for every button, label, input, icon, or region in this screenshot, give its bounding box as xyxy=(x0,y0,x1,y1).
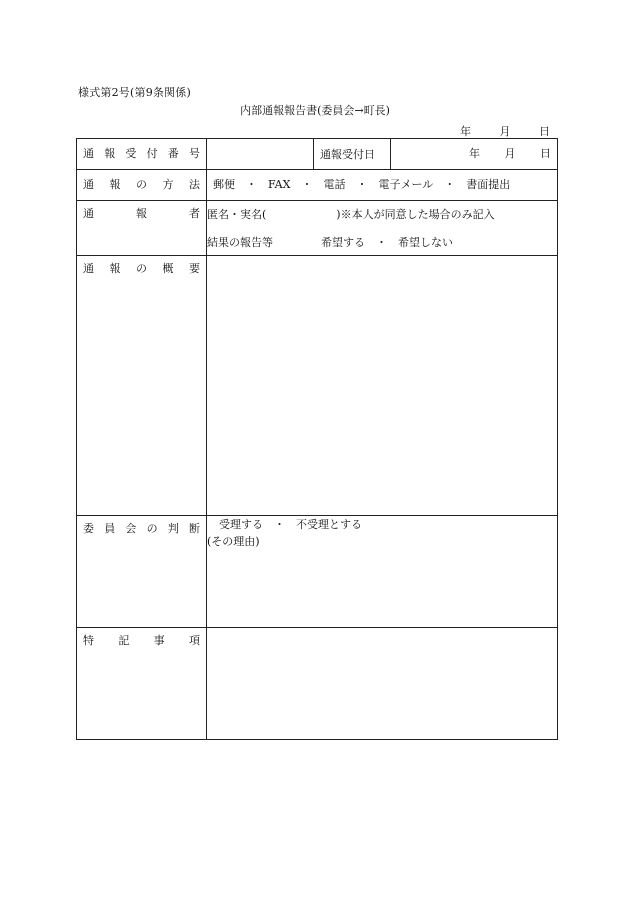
label-char: 項 xyxy=(188,634,200,647)
label-char: 者 xyxy=(189,207,200,220)
label-summary xyxy=(77,256,207,516)
reporter-identity-suffix: )※本人が同意した場合のみ記入 xyxy=(336,208,495,221)
report-date-day: 日 xyxy=(539,125,550,138)
label-char: 付 xyxy=(146,147,158,160)
method-options-cell[interactable] xyxy=(207,170,558,201)
receipt-date-day: 日 xyxy=(540,147,551,160)
label-char: 通 xyxy=(83,147,94,160)
label-char: 方 xyxy=(162,178,174,191)
label-char: 報 xyxy=(109,262,121,275)
label-char: 番 xyxy=(167,147,179,160)
label-method xyxy=(77,170,207,201)
receipt-date-field[interactable] xyxy=(391,139,558,170)
label-char: の xyxy=(146,522,158,535)
label-char: 員 xyxy=(104,522,116,535)
row-notes xyxy=(77,628,558,740)
label-notes xyxy=(77,628,207,740)
label-char: 委 xyxy=(83,522,94,535)
report-date-year: 年 xyxy=(460,125,471,138)
method-options[interactable]: 郵便 ・ FAX ・ 電話 ・ 電子メール ・ 書面提出 xyxy=(213,178,511,191)
label-char: 記 xyxy=(118,634,130,647)
label-char: 概 xyxy=(162,262,174,275)
label-char: 法 xyxy=(189,178,200,191)
label-reporter xyxy=(77,201,207,256)
receipt-number-field[interactable] xyxy=(207,139,314,170)
reporter-cell[interactable] xyxy=(207,201,558,256)
label-char: 報 xyxy=(109,178,121,191)
row-receipt xyxy=(77,139,558,170)
judgment-cell[interactable] xyxy=(207,516,558,628)
report-date-month: 月 xyxy=(499,125,511,138)
result-report-options[interactable]: 希望する ・ 希望しない xyxy=(321,236,453,249)
label-judgment xyxy=(77,516,207,628)
row-reporter xyxy=(77,201,558,256)
label-char: 会 xyxy=(125,522,137,535)
label-char: 断 xyxy=(188,522,200,535)
label-char: の xyxy=(136,178,147,191)
label-char: 号 xyxy=(188,147,200,160)
notes-field[interactable] xyxy=(207,628,558,740)
summary-field[interactable] xyxy=(207,256,558,516)
label-char: 事 xyxy=(153,634,165,647)
label-receipt-date xyxy=(314,139,391,170)
judgment-reason-label: (その理由) xyxy=(207,535,260,548)
label-char: 特 xyxy=(83,634,94,647)
report-form-table xyxy=(76,138,558,740)
row-judgment xyxy=(77,516,558,628)
row-method xyxy=(77,170,558,201)
label-char: 通 xyxy=(83,262,94,275)
label-char: 受 xyxy=(125,147,137,160)
row-summary xyxy=(77,256,558,516)
result-report-label: 結果の報告等 xyxy=(207,236,273,249)
reporter-identity-prefix: 匿名・実名( xyxy=(207,208,267,221)
document-title: 内部通報報告書(委員会→町長) xyxy=(240,104,390,117)
label-char: 判 xyxy=(167,522,179,535)
judgment-options[interactable]: 受理する ・ 不受理とする xyxy=(219,518,362,531)
reporter-result-line[interactable] xyxy=(207,225,557,253)
receipt-date-month: 月 xyxy=(504,147,516,160)
receipt-date-year: 年 xyxy=(469,147,480,160)
reporter-identity-line[interactable] xyxy=(207,201,557,225)
report-date xyxy=(460,123,550,139)
label-char: の xyxy=(136,262,147,275)
label-char: 要 xyxy=(189,262,200,275)
label-char: 報 xyxy=(104,147,116,160)
label-char: 通 xyxy=(83,207,94,220)
receipt-date-label: 通報受付日 xyxy=(320,148,375,161)
label-char: 報 xyxy=(136,207,147,220)
label-receipt-number xyxy=(77,139,207,170)
label-char: 通 xyxy=(83,178,94,191)
form-number: 様式第2号(第9条関係) xyxy=(78,86,191,99)
